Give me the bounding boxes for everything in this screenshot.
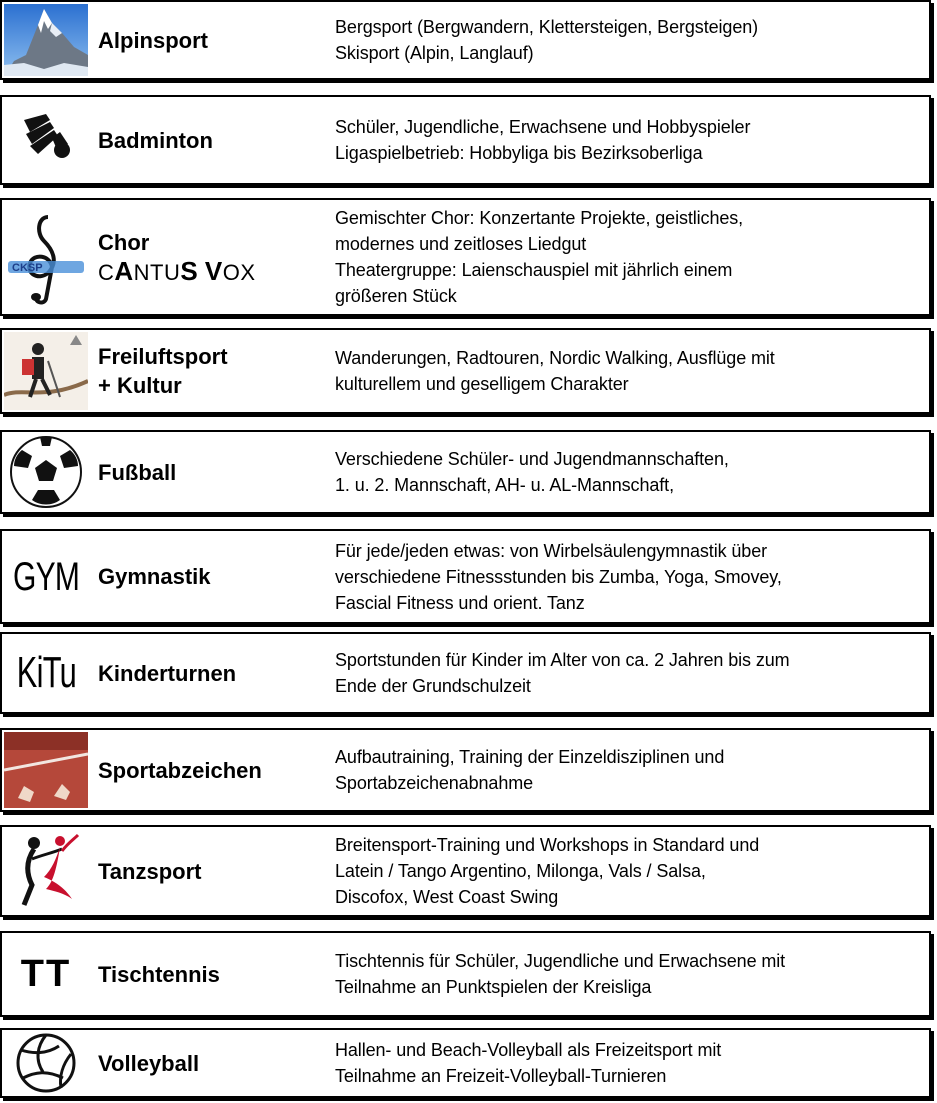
activity-title: Kinderturnen — [98, 660, 237, 686]
activity-description: Sportstunden für Kinder im Alter von ca. 2 Jahren bis zum Ende der Grundschulzeit — [335, 650, 790, 696]
activity-title-line2: + Kultur — [98, 373, 182, 398]
activity-title: Freiluftsport — [98, 344, 228, 369]
activity-description: Bergsport (Bergwandern, Klettersteigen, Bergsteigen) Skisport (Alpin, Langlauf) — [335, 17, 759, 63]
activity-description: Verschiedene Schüler- und Jugendmannschaften, 1. u. 2. Mannschaft, AH- u. AL-Mannschaft, — [335, 449, 729, 495]
kitu-text-icon: KiTu — [16, 648, 76, 697]
activity-description: Wanderungen, Radtouren, Nordic Walking, Ausflüge mit kulturellem und geselligem Charakter — [335, 348, 775, 394]
activity-row-alpinsport — [0, 0, 931, 80]
activity-title: Gymnastik — [98, 564, 211, 589]
activity-row-chor — [0, 198, 931, 316]
activity-row-volleyball — [0, 1028, 931, 1098]
activity-title: Alpinsport — [98, 27, 208, 53]
activity-row-kinderturnen — [0, 632, 931, 714]
activity-row-tanzsport — [0, 825, 931, 917]
activity-row-sportabzeichen — [0, 728, 931, 812]
activity-title: Sportabzeichen — [98, 757, 262, 783]
dancing-couple-icon — [4, 829, 88, 913]
svg-text:CKSP: CKSP — [12, 262, 43, 274]
mountain-photo-icon — [4, 4, 88, 76]
activity-description: Hallen- und Beach-Volleyball als Freizeitsport mit Teilnahme an Freizeit-Volleyball-Turnieren — [335, 1040, 722, 1086]
activity-description: Breitensport-Training und Workshops in Standard und Latein / Tango Argentino, Milonga, Vals / Salsa, Discofox, West Coast Swing — [335, 835, 760, 907]
activity-row-tischtennis — [0, 931, 931, 1017]
activity-title: Badminton — [98, 127, 213, 153]
activity-description: Gemischter Chor: Konzertante Projekte, geistliches, modernes und zeitloses Liedgut Theatergruppe: Laienschauspiel mit jährlich einem größeren Stück — [335, 208, 744, 306]
activity-title: Tanzsport — [98, 858, 202, 884]
running-track-photo-icon — [4, 732, 88, 808]
activity-description: Für jede/jeden etwas: von Wirbelsäulengymnastik über verschiedene Fitnessstunden bis Zumba, Yoga, Smovey, Fascial Fitness und orient. Tanz — [335, 540, 782, 613]
activity-row-gymnastik — [0, 529, 931, 624]
activity-title: Chor — [98, 229, 150, 255]
activity-title: Fußball — [98, 459, 177, 485]
soccer-ball-icon — [4, 434, 88, 510]
hiker-icon — [4, 332, 88, 410]
choir-name: CANTUS VOX — [98, 255, 256, 286]
shuttlecock-icon — [4, 99, 88, 181]
activity-row-fussball — [0, 430, 931, 514]
treble-clef-icon — [4, 202, 88, 312]
gym-text-icon: GYM — [12, 554, 80, 599]
activity-row-freiluftsport — [0, 328, 931, 414]
activity-title: Volleyball — [98, 1050, 200, 1076]
activity-description: Tischtennis für Schüler, Jugendliche und Erwachsene mit Teilnahme an Punktspielen der Kreisliga — [335, 951, 786, 997]
activity-description: Aufbautraining, Training der Einzeldisziplinen und Sportabzeichenabnahme — [335, 747, 725, 793]
volleyball-icon — [4, 1032, 88, 1094]
tt-text-icon: TT — [20, 953, 72, 995]
activity-row-badminton — [0, 95, 931, 185]
activity-description: Schüler, Jugendliche, Erwachsene und Hobbyspieler Ligaspielbetrieb: Hobbyliga bis Bezirksoberliga — [335, 117, 751, 163]
activity-title: Tischtennis — [98, 961, 220, 987]
